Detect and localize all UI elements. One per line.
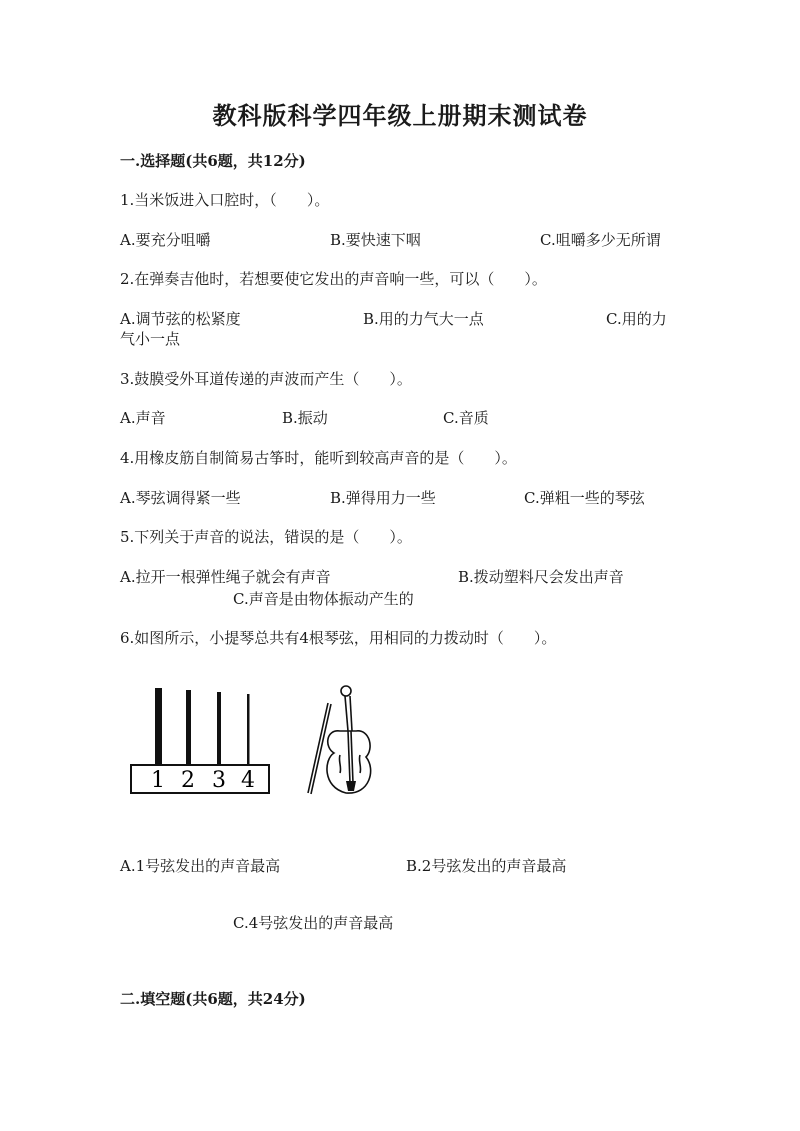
q1-option-a[interactable]: A.要充分咀嚼 [120, 231, 211, 249]
question-1: 1.当米饭进入口腔时，（ ）。 [120, 191, 330, 209]
q6-option-b[interactable]: B.2号弦发出的声音最高 [406, 857, 567, 875]
string-1 [155, 688, 162, 771]
q4-option-b[interactable]: B.弹得用力一些 [330, 489, 436, 507]
q4-option-c[interactable]: C.弹粗一些的琴弦 [524, 489, 645, 507]
q3-option-a[interactable]: A.声音 [120, 409, 166, 427]
violin-scroll [341, 686, 351, 696]
q2-option-c-wrap: 气小一点 [120, 330, 181, 348]
q1-option-c[interactable]: C.咀嚼多少无所谓 [540, 231, 661, 249]
string-label-2: 2 [181, 768, 195, 793]
q5-option-b[interactable]: B.拨动塑料尺会发出声音 [458, 568, 624, 586]
violin-illustration [300, 683, 400, 803]
question-6: 6.如图所示，小提琴总共有4根琴弦，用相同的力拨动时（ ）。 [120, 629, 557, 647]
question-3: 3.鼓膜受外耳道传递的声波而产生（ ）。 [120, 370, 412, 388]
page-title: 教科版科学四年级上册期末测试卷 [212, 101, 588, 130]
q6-option-a[interactable]: A.1号弦发出的声音最高 [120, 857, 281, 875]
string-label-4: 4 [241, 768, 255, 793]
violin-tailpiece [346, 781, 356, 791]
q2-option-b[interactable]: B.用的力气大一点 [363, 310, 484, 328]
string-label-3: 3 [212, 768, 226, 793]
violin-bow [308, 703, 328, 793]
violin-strings-diagram [130, 683, 275, 796]
question-4: 4.用橡皮筋自制简易古筝时，能听到较高声音的是（ ）。 [120, 449, 517, 467]
string-4 [247, 694, 250, 771]
section-heading-fill: 二.填空题(共6题，共24分) [120, 990, 306, 1008]
q1-option-b[interactable]: B.要快速下咽 [330, 231, 421, 249]
string-2 [186, 690, 191, 771]
q6-option-c[interactable]: C.4号弦发出的声音最高 [233, 914, 394, 932]
q2-option-c[interactable]: C.用的力 [606, 310, 667, 328]
question-5: 5.下列关于声音的说法，错误的是（ ）。 [120, 528, 412, 546]
q4-option-a[interactable]: A.琴弦调得紧一些 [120, 489, 241, 507]
q3-option-c[interactable]: C.音质 [443, 409, 489, 427]
section-heading-choice: 一.选择题(共6题，共12分) [120, 152, 306, 170]
string-3 [217, 692, 221, 771]
q5-option-c[interactable]: C.声音是由物体振动产生的 [233, 590, 414, 608]
string-label-1: 1 [151, 768, 165, 793]
q3-option-b[interactable]: B.振动 [282, 409, 328, 427]
q2-option-a[interactable]: A.调节弦的松紧度 [120, 310, 241, 328]
question-2: 2.在弹奏吉他时，若想要使它发出的声音响一些，可以（ ）。 [120, 270, 547, 288]
q5-option-a[interactable]: A.拉开一根弹性绳子就会有声音 [120, 568, 331, 586]
